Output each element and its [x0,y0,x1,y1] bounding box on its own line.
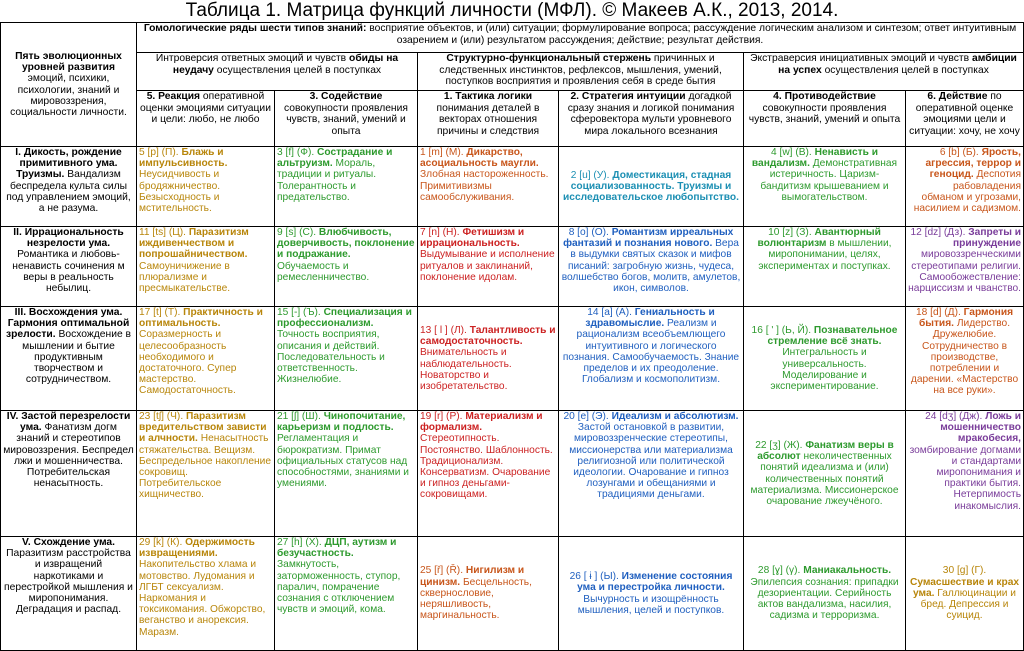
introversion-group-header: Интроверсия ответных эмоций и чувств обиды на неудачу осуществления целей в поступках [137,53,418,91]
matrix-cell: 21 [ʃ] (Ш). Чинопочитание, карьеризм и подлость. Регламентация и бюрократизм. Примат официальных статусов над способностями, знаниями и умениями. [275,411,418,537]
matrix-cell: 1 [m] (М). Дикарство, асоциальность маугли. Злобная настороженность. Примитивизмы самообслуживания. [418,147,559,227]
matrix-cell: 4 [w] (В). Ненависть и вандализм. Демонстративная истеричность. Царизм-бандитизм крышеванием и вымогательством. [744,147,906,227]
matrix-cell: 9 [s] (С). Влюбчивость, доверчивость, поклонение и подражание. Обучаемость и ремесленничество. [275,227,418,307]
matrix-cell: 6 [b] (Б). Ярость, агрессия, террор и геноцид. Деспотия рабовладения обманом и угрозами, насилием и садизмом. [906,147,1024,227]
column-header-counteraction: 4. Противодействие совокупности проявления чувств, знаний, умений и опыта [744,91,906,147]
extraversion-group-header: Экстраверсия инициативных эмоций и чувств амбиции на успех осуществления целей в поступках [744,53,1024,91]
matrix-cell: 19 [r] (Р). Материализм и формализм. Стереотипность. Постоянство. Шаблонность. Традиционализм. Консерватизм. Очарование и гипноз деньгами-сокровищами. [418,411,559,537]
level-row-header: II. Иррациональность незрелости ума. Романтика и любовь-ненависть сочинения м веры в реальность небылиц. [1,227,137,307]
column-header-assistance: 3. Содействие совокупности проявления чувств, знаний, умений и опыта [275,91,418,147]
matrix-cell: 28 [ɣ] (γ). Маниакальность. Эпилепсия сознания: припадки дезориентации. Серийность актов вандализма, насилия, садизма и терроризма. [744,537,906,651]
matrix-cell: 5 [р] (П). Блажь и импульсивность. Неусидчивость и бродяжничество. Безысходность и мстительность. [137,147,275,227]
matrix-cell: 7 [n] (Н). Фетишизм и иррациональность. Выдумывание и исполнение ритуалов и заклинаний, поклонение идолам. [418,227,559,307]
matrix-cell: 14 [a] (А). Гениальность и здравомыслие. Реализм и рационализм всеобъемлющего интуитивного и логического познания. Самообучаемость. Знание пределов и их преодоление. Глобализм и космополитизм. [559,307,744,411]
homologous-title: Гомологические ряды шести типов знаний: [143,23,367,34]
corner-title: Пять эволюционных уровней развития [15,50,122,74]
level-row-header: V. Схождение ума. Паразитизм расстройства и извращений наркотиками и перестройкой мышления и миропонимания. Деградация и распад. [1,537,137,651]
matrix-cell: 16 [ ' ] (Ь, Й). Познавательное стремление всё знать. Интегральность и универсальность. Моделирование и экспериментирование. [744,307,906,411]
matrix-cell: 20 [e] (Э). Идеализм и абсолютизм. Застой остановкой в развитии, мировоззренческие стереотипы, миссионерства или материализма религиозной или политической идеологии. Очарование и гипноз лозунгами и обещаниями и традициями деньгами. [559,411,744,537]
matrix-cell: 24 [dʒ] (Дж). Ложь и мошенничество мракобесия, зомбирование догмами и стандартами миропонимания и практики бытия. Нетерпимость инакомыслия. [906,411,1024,537]
matrix-cell: 13 [ l ] (Л). Талантливость и самодостаточность. Внимательность и наблюдательность. Новаторство и изобретательство. [418,307,559,411]
corner-text: эмоций, психики, психологии, знаний и мировоззрения, социальности личности. [10,73,127,118]
matrix-cell: 8 [o] (О). Романтизм ирреальных фантазий и познания нового. Вера в выдумки святых сказок и мифов писаний: загробную жизнь, чудеса, волшебство богов, молитв, амулетов, икон, символов. [559,227,744,307]
matrix-cell: 3 [f] (Ф). Сострадание и альтруизм. Мораль, традиции и ритуалы. Толерантность и предательство. [275,147,418,227]
matrix-cell: 15 [-] (Ъ). Специализация и профессионализм. Точность восприятия, описания и действий. Последовательность и ответственность. Жизнелюбие. [275,307,418,411]
matrix-cell: 25 [ř] (Ř). Нигилизм и цинизм. Бесцельность, сквернословие, неряшливость, маргинальность. [418,537,559,651]
column-header-reaction: 5. Реакция оперативной оценки эмоциями ситуации и цели: любо, не любо [137,91,275,147]
level-row-header: I. Дикость, рождение примитивного ума. Труизмы. Вандализм беспредела культа силы под управлением эмоций, а не разума. [1,147,137,227]
matrix-cell: 27 [h] (Х). ДЦП, аутизм и безучастность. Замкнутость, заторможенность, ступор, паралич, помрачение сознания с отключением чувств и эмоций, кома. [275,537,418,651]
matrix-cell: 26 [ ɨ ] (Ы). Изменение состояния ума и перестройка личности. Вычурность и изощрённость мышления, целей и поступков. [559,537,744,651]
column-header-action: 6. Действие по оперативной оценке эмоциями цели и ситуации: хочу, не хочу [906,91,1024,147]
column-header-intuition-strategy: 2. Стратегия интуиции догадкой сразу знания и логикой понимания сферовектора мульти уровневого мира локального всезнания [559,91,744,147]
matrix-cell: 17 [t] (Т). Практичность и оптимальность. Соразмерность и целесообразность необходимого и достаточного. Супер мастерство. Самодостаточность. [137,307,275,411]
homologous-text: восприятие объектов, и (или) ситуации; формулирование вопроса; рассуждение логическим анализом и синтезом; ответ интуитивным озарением и (или) результатом рассуждения; действие; результат действия. [369,23,1017,46]
matrix-cell: 23 [tʃ] (Ч). Паразитизм вредительством зависти и алчности. Ненасытность стяжательства. Вещизм. Беспредельное накопление сокровищ. Потребительское хищничество. [137,411,275,537]
matrix-cell: 30 [g] (Г). Сумасшествие и крах ума. Галлюцинации и бред. Депрессия и суицид. [906,537,1024,651]
corner-header [1,23,137,147]
homologous-header [137,23,1024,53]
core-group-header: Структурно-функциональный стержень причинных и следственных инстинктов, рефлексов, мышления, умений, поступков восприятия и проявления себя в среде бытия [418,53,744,91]
level-row-header: IV. Застой перезрелости ума. Фанатизм догм знаний и стереотипов мировоззрения. Беспредел лжи и мошенничества. Потребительская ненасытность. [1,411,137,537]
page-title: Таблица 1. Матрица функций личности (МФЛ). © Макеев А.К., 2013, 2014. [185,0,839,21]
matrix-cell: 2 [u] (У). Доместикация, стадная социализованность. Труизмы и исследовательское любопытство. [559,147,744,227]
level-row-header: III. Восхождения ума. Гармония оптимальной зрелости. Восхождение в мышлении и бытие продуктивным творчеством и сотрудничеством. [1,307,137,411]
column-header-logic-tactics: 1. Тактика логики понимания деталей в векторах отношения причины и следствия [418,91,559,147]
personality-function-matrix [0,22,1024,651]
matrix-cell: 12 [dz] (Дз). Запреты и принуждение мировоззренческими стереотипами религии. Самообожествление: нарциссизм и чванство. [906,227,1024,307]
matrix-cell: 29 [k] (К). Одержимость извращениями. Накопительство хлама и мотовство. Лудомания и ЛГБТ сексуализм. Наркомания и токсикомания. Обжорство, веганство и анорексия. Маразм. [137,537,275,651]
matrix-cell: 11 [ts] (Ц). Паразитизм иждивенчеством и попрошайничеством. Самоуничижение в плюрализме и пресмыкательстве. [137,227,275,307]
matrix-cell: 22 [ʒ] (Ж). Фанатизм веры в абсолют неколичественных понятий идеализма и (или) количественных понятий материализма. Миссионерское очарование лжеучёного. [744,411,906,537]
matrix-cell: 10 [z] (З). Авантюрный волюнтаризм в мышлении, миропонимании, целях, экспериментах и поступках. [744,227,906,307]
matrix-cell: 18 [d] (Д). Гармония бытия. Лидерство. Дружелюбие. Сотрудничество в производстве, потреблении и дарении. «Мастерство на все руки». [906,307,1024,411]
